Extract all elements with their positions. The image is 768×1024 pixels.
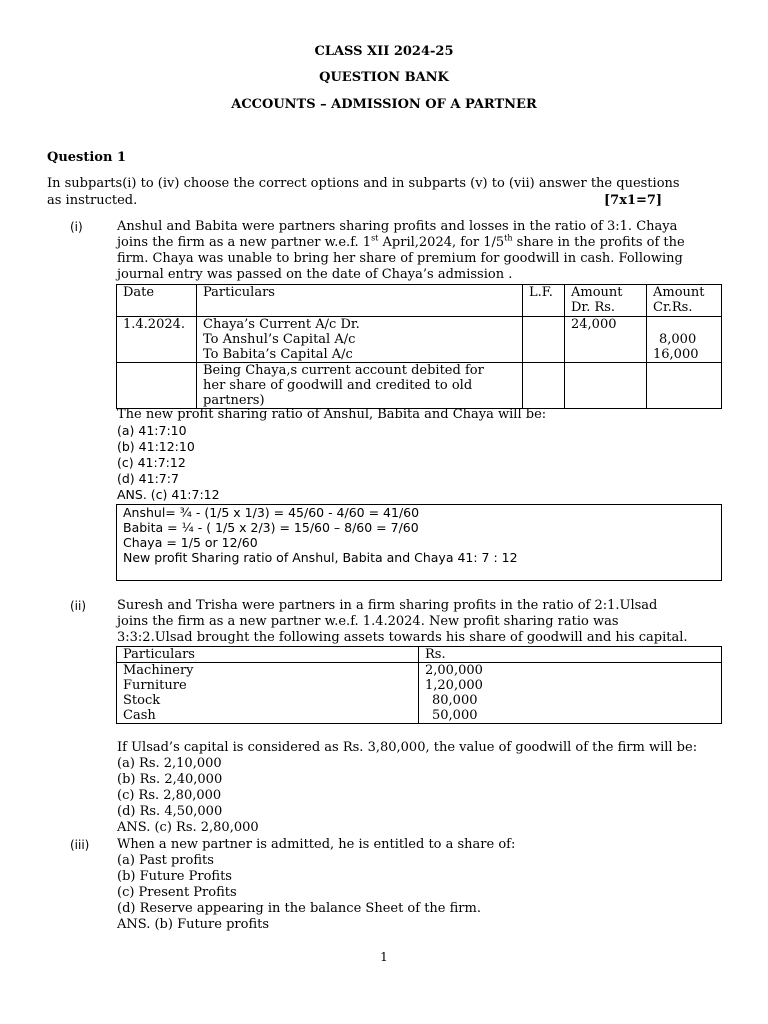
doc-title-bank: QUESTION BANK <box>319 70 449 85</box>
option-a: (a) 41:7:10 <box>117 423 187 438</box>
entry-date: 1.4.2024. <box>117 317 197 363</box>
working-line: New profit Sharing ratio of Anshul, Babita and Chaya 41: 7 : 12 <box>123 550 518 565</box>
option-c: (c) Rs. 2,80,000 <box>117 788 222 803</box>
option-c: (c) Present Profits <box>117 885 237 900</box>
q2-text-line-1: Suresh and Trisha were partners in a firm sharing profits in the ratio of 2:1.Ulsad <box>117 598 658 613</box>
asset-items: Machinery Furniture Stock Cash <box>117 663 419 724</box>
q1-working-box <box>116 504 722 581</box>
option-b: (b) Rs. 2,40,000 <box>117 772 223 787</box>
working-line: Babita = ¼ - ( 1/5 x 2/3) = 15/60 – 8/60 = 7/60 <box>123 520 419 535</box>
header-lf: L.F. <box>523 285 565 317</box>
q1-question: The new profit sharing ratio of Anshul, Babita and Chaya will be: <box>117 407 547 422</box>
q1-text-line-3: firm. Chaya was unable to bring her share of premium for goodwill in cash. Following <box>117 251 683 266</box>
instruction-line-1: In subparts(i) to (iv) choose the correct options and in subparts (v) to (vii) answer the questions <box>47 176 680 191</box>
entry-credit: 8,000 16,000 <box>647 317 722 363</box>
q2-text-line-2: joins the firm as a new partner w.e.f. 1.4.2024. New profit sharing ratio was <box>117 614 619 629</box>
header-particulars: Particulars <box>117 647 419 663</box>
table-header-row <box>117 647 722 663</box>
journal-entry-table <box>116 284 722 409</box>
option-b: (b) Future Profits <box>117 869 232 884</box>
doc-title-subject: ACCOUNTS – ADMISSION OF A PARTNER <box>231 97 537 112</box>
header-date: Date <box>117 285 197 317</box>
option-c: (c) 41:7:12 <box>117 455 186 470</box>
q1-text-line-2: joins the firm as a new partner w.e.f. 1st April,2024, for 1/5th share in the profits of the <box>117 233 685 250</box>
q3-question: When a new partner is admitted, he is entitled to a share of: <box>117 837 516 852</box>
option-a: (a) Rs. 2,10,000 <box>117 756 222 771</box>
q2-options <box>117 756 259 836</box>
assets-table <box>116 646 722 724</box>
entry-particulars: Chaya’s Current A/c Dr. To Anshul’s Capital A/c To Babita’s Capital A/c <box>197 317 523 363</box>
table-header-row <box>117 285 722 317</box>
instruction-line-2: as instructed. <box>47 193 138 208</box>
q3-options <box>117 853 481 933</box>
header-debit: Amount Dr. Rs. <box>565 285 647 317</box>
option-d: (d) Reserve appearing in the balance Sheet of the firm. <box>117 901 481 916</box>
entry-debit: 24,000 <box>565 317 647 363</box>
q1-options <box>117 423 220 503</box>
option-b: (b) 41:12:10 <box>117 439 195 454</box>
table-row <box>117 663 722 724</box>
entry-lf <box>523 317 565 363</box>
question-title: Question 1 <box>47 150 127 165</box>
subpart-number: (ii) <box>70 599 87 613</box>
working-line: Chaya = 1/5 or 12/60 <box>123 535 258 550</box>
header-particulars: Particulars <box>197 285 523 317</box>
subpart-number: (iii) <box>70 838 90 852</box>
asset-amounts: 2,00,000 1,20,000 80,000 50,000 <box>419 663 722 724</box>
q3-answer: ANS. (b) Future profits <box>117 917 270 932</box>
q1-answer: ANS. (c) 41:7:12 <box>117 487 220 502</box>
table-row <box>117 317 722 363</box>
q1-text-line-4: journal entry was passed on the date of Chaya’s admission . <box>117 267 513 282</box>
option-d: (d) 41:7:7 <box>117 471 179 486</box>
option-d: (d) Rs. 4,50,000 <box>117 804 223 819</box>
working-line: Anshul= ¾ - (1/5 x 1/3) = 45/60 - 4/60 = 41/60 <box>123 505 420 520</box>
doc-title-class: CLASS XII 2024-25 <box>314 44 454 59</box>
q1-text-line-1: Anshul and Babita were partners sharing profits and losses in the ratio of 3:1. Chaya <box>117 219 678 234</box>
narration-text: Being Chaya,s current account debited for her share of goodwill and credited to old partners) <box>197 363 523 409</box>
page-number: 1 <box>380 950 388 964</box>
narration-date <box>117 363 197 409</box>
header-credit: Amount Cr.Rs. <box>647 285 722 317</box>
marks-label: [7x1=7] <box>604 193 663 208</box>
q2-question: If Ulsad’s capital is considered as Rs. 3,80,000, the value of goodwill of the firm will be: <box>117 740 698 755</box>
q2-text-line-3: 3:3:2.Ulsad brought the following assets towards his share of goodwill and his capital. <box>117 630 688 645</box>
option-a: (a) Past profits <box>117 853 214 868</box>
table-row <box>117 363 722 409</box>
subpart-number: (i) <box>70 220 83 234</box>
q2-answer: ANS. (c) Rs. 2,80,000 <box>117 820 259 835</box>
header-amount: Rs. <box>419 647 722 663</box>
